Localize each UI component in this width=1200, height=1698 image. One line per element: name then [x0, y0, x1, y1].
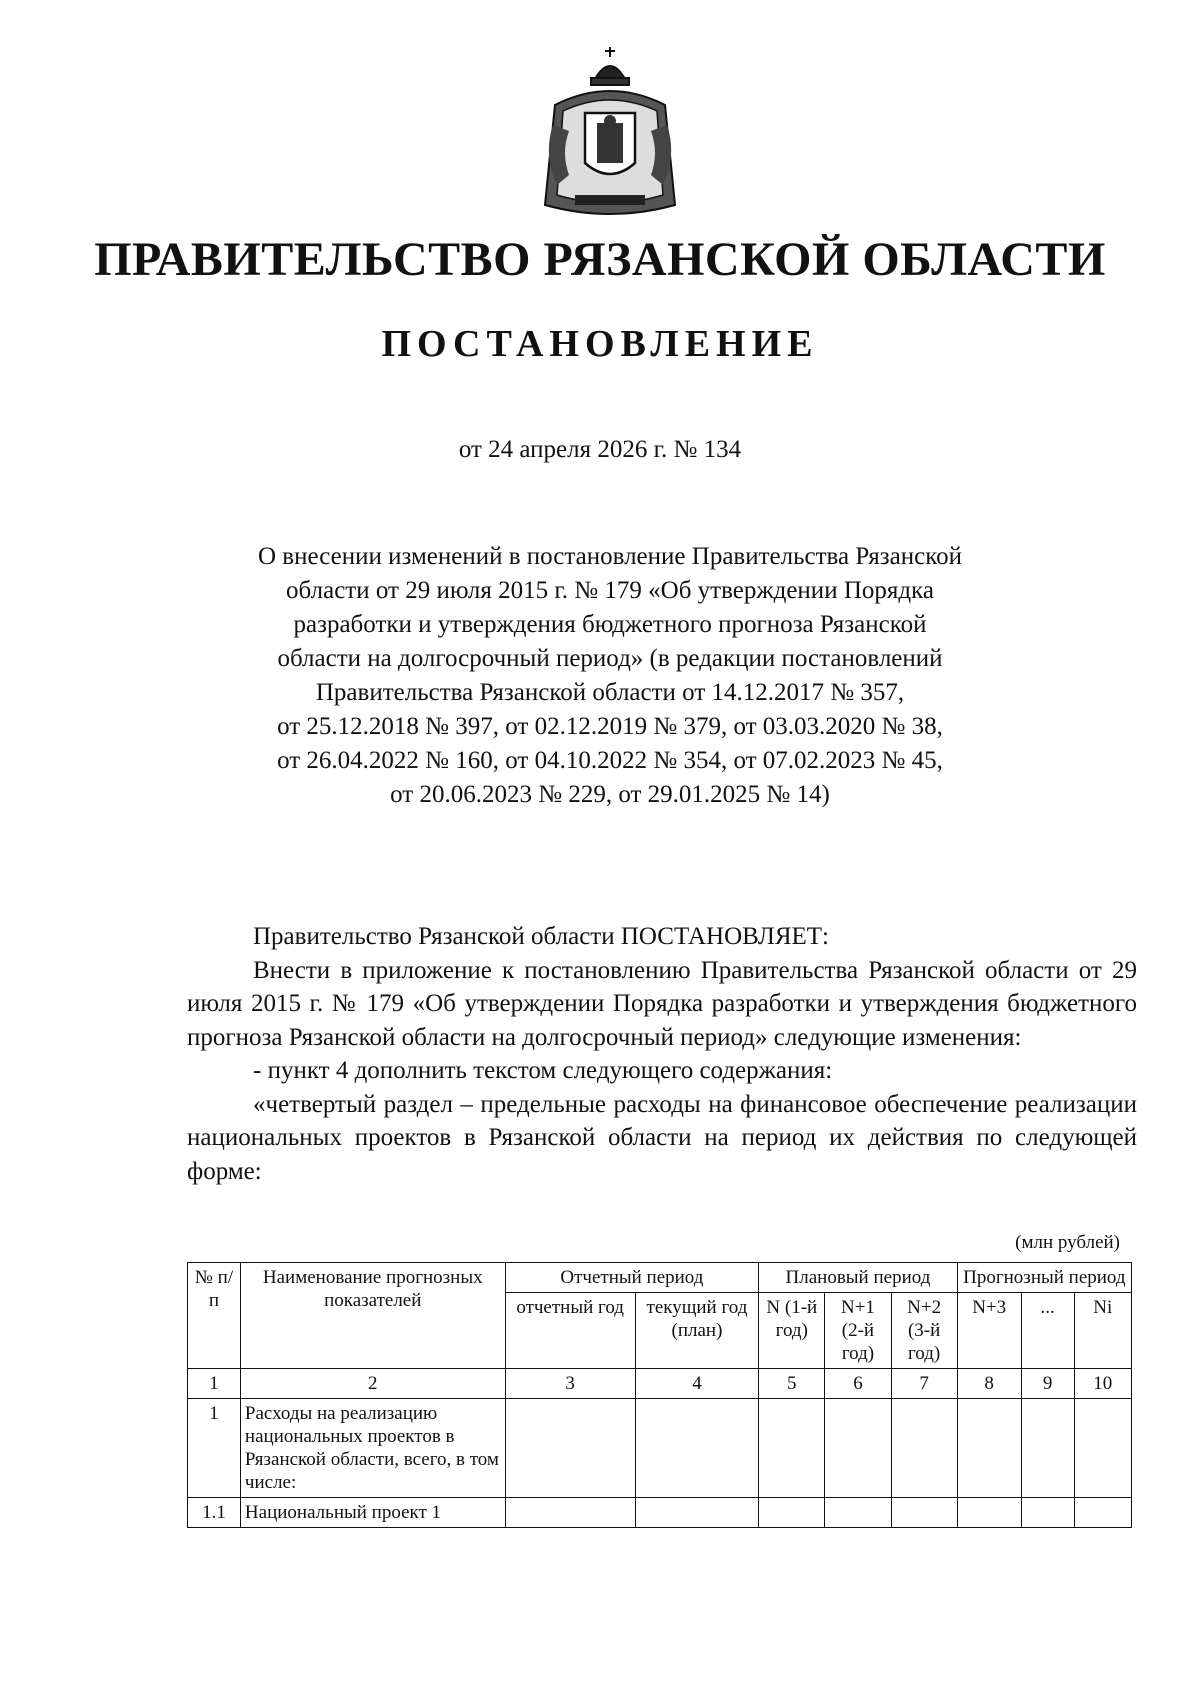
subheader-cell: N+2 (3-й год) [891, 1293, 957, 1369]
amendment-paragraph: Внести в приложение к постановлению Правительства Рязанской области от 29 июля 2015 г. № 179 «Об утверждении Порядка разработки и утверждения бюджетного прогноза Рязанской области на долгосрочный период» следующие изменения: [187, 956, 1137, 1051]
column-number-row [188, 1369, 1132, 1399]
table-header-row [188, 1263, 1132, 1293]
header-reporting-period: Отчетный период [505, 1263, 759, 1293]
table-cell [635, 1399, 759, 1498]
row-number: 1 [188, 1399, 241, 1498]
header-num: № п/п [188, 1263, 241, 1369]
column-number: 10 [1074, 1369, 1131, 1399]
subject-line: разработки и утверждения бюджетного прогноза Рязанской [293, 611, 927, 638]
document-type: ПОСТАНОВЛЕНИЕ [381, 323, 819, 365]
subheader-cell: ... [1021, 1293, 1074, 1369]
amendment-quote: «четвертый раздел – предельные расходы на финансовое обеспечение реализации национальных проектов в Рязанской области на период их действия по следующей форме: [187, 1090, 1137, 1185]
subheader-cell: N+3 [957, 1293, 1021, 1369]
document-date-number: от 24 апреля 2026 г. № 134 [458, 436, 742, 463]
table-cell [505, 1498, 635, 1528]
subject-line: области от 29 июля 2015 г. № 179 «Об утверждении Порядка [286, 577, 934, 604]
header-name: Наименование прогнозных показателей [240, 1263, 505, 1369]
table-cell [891, 1399, 957, 1498]
subheader-cell: текущий год (план) [635, 1293, 759, 1369]
table-cell [957, 1498, 1021, 1528]
column-number: 7 [891, 1369, 957, 1399]
header-planned-period: Плановый период [759, 1263, 957, 1293]
table-cell [957, 1399, 1021, 1498]
table-cell [759, 1399, 825, 1498]
column-number: 8 [957, 1369, 1021, 1399]
table-cell [1021, 1498, 1074, 1528]
subheader-cell: N+1 (2-й год) [825, 1293, 891, 1369]
table-cell [1074, 1498, 1131, 1528]
table-unit: (млн рублей) [1015, 1232, 1120, 1253]
body-text [187, 920, 1137, 1188]
table-cell [1021, 1399, 1074, 1498]
subheader-cell: N (1-й год) [759, 1293, 825, 1369]
table-cell [825, 1399, 891, 1498]
resolution-clause: Правительство Рязанской области ПОСТАНОВЛЯЕТ: [253, 923, 829, 950]
column-number: 3 [505, 1369, 635, 1399]
column-number: 6 [825, 1369, 891, 1399]
subject-line: Правительства Рязанской области от 14.12.2017 № 357, [315, 679, 905, 706]
table-row [188, 1498, 1132, 1528]
column-number: 5 [759, 1369, 825, 1399]
subject-line: области на долгосрочный период» (в редакции постановлений [277, 645, 943, 672]
subject-line: от 26.04.2022 № 160, от 04.10.2022 № 354, от 07.02.2023 № 45, [277, 747, 943, 774]
table-cell [825, 1498, 891, 1528]
column-number: 9 [1021, 1369, 1074, 1399]
row-name: Расходы на реализацию национальных проектов в Рязанской области, всего, в том числе: [240, 1399, 505, 1498]
table-cell [505, 1399, 635, 1498]
document-subject [200, 540, 1020, 812]
subheader-cell: отчетный год [505, 1293, 635, 1369]
table-cell [1074, 1399, 1131, 1498]
table-cell [891, 1498, 957, 1528]
coat-of-arms-emblem [535, 45, 685, 223]
row-number: 1.1 [188, 1498, 241, 1528]
column-number: 1 [188, 1369, 241, 1399]
subheader-cell: Ni [1074, 1293, 1131, 1369]
column-number: 2 [240, 1369, 505, 1399]
forecast-form-table [187, 1262, 1132, 1528]
column-number: 4 [635, 1369, 759, 1399]
subject-line: от 20.06.2023 № 229, от 29.01.2025 № 14) [390, 781, 830, 808]
header-forecast-period: Прогнозный период [957, 1263, 1131, 1293]
subject-line: от 25.12.2018 № 397, от 02.12.2019 № 379, от 03.03.2020 № 38, [277, 713, 943, 740]
subject-line: О внесении изменений в постановление Правительства Рязанской [257, 543, 962, 570]
amendment-item: - пункт 4 дополнить текстом следующего содержания: [253, 1057, 833, 1084]
org-title: ПРАВИТЕЛЬСТВО РЯЗАНСКОЙ ОБЛАСТИ [94, 233, 1106, 286]
table-row [188, 1399, 1132, 1498]
row-name: Национальный проект 1 [240, 1498, 505, 1528]
table-cell [759, 1498, 825, 1528]
table-cell [635, 1498, 759, 1528]
